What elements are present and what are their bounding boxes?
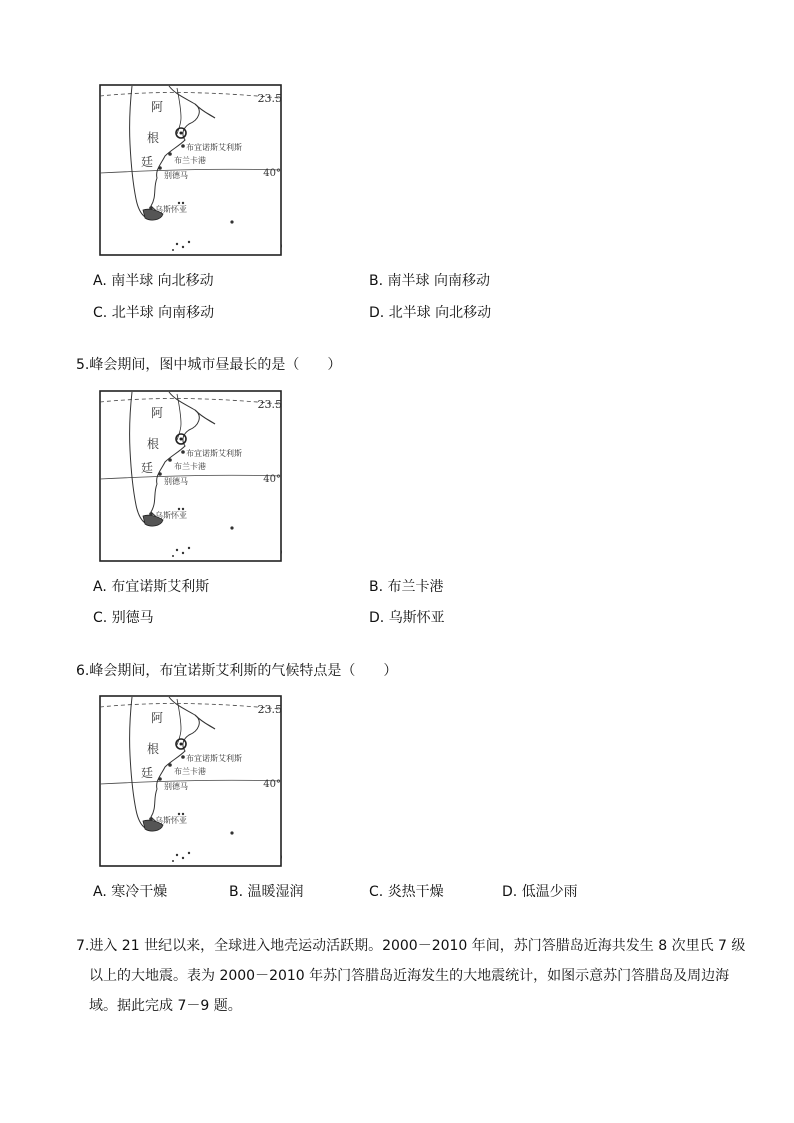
q6-option-d[interactable]: D. 低温少雨 <box>502 884 578 900</box>
city-label-2: 布兰卡港 <box>174 462 206 471</box>
city-label-4: 乌斯怀亚 <box>155 511 187 520</box>
country-char-3: 廷 <box>141 766 154 780</box>
q6-option-c[interactable]: C. 炎热干燥 <box>369 884 444 900</box>
q5-option-a[interactable]: A. 布宜诺斯艾利斯 <box>93 579 210 595</box>
city-label-3: 别德马 <box>164 477 188 486</box>
argentina-map-svg <box>99 390 282 562</box>
city-label-1: 布宜诺斯艾利斯 <box>186 449 242 458</box>
country-char-1: 阿 <box>151 711 164 725</box>
country-char-1: 阿 <box>151 406 164 420</box>
q4-option-d[interactable]: D. 北半球 向北移动 <box>369 305 492 321</box>
city-label-3: 别德马 <box>164 171 188 180</box>
city-label-2: 布兰卡港 <box>174 767 206 776</box>
map-figure-1 <box>99 84 282 256</box>
lat-label-1: 23.5 <box>257 703 282 716</box>
lat-label-1: 23.5 <box>257 92 282 105</box>
lat-label-2: 40° <box>263 168 281 179</box>
q4-option-b[interactable]: B. 南半球 向南移动 <box>369 273 490 289</box>
argentina-map-svg <box>99 84 282 256</box>
city-label-1: 布宜诺斯艾利斯 <box>186 143 242 152</box>
country-char-3: 廷 <box>141 155 154 169</box>
q6-stem: 6.峰会期间，布宜诺斯艾利斯的气候特点是（ ） <box>76 663 398 679</box>
q5-stem: 5.峰会期间，图中城市昼最长的是（ ） <box>76 357 342 373</box>
q4-option-a[interactable]: A. 南半球 向北移动 <box>93 273 214 289</box>
city-label-4: 乌斯怀亚 <box>155 205 187 214</box>
lat-label-2: 40° <box>263 779 281 790</box>
q5-option-c[interactable]: C. 别德马 <box>93 610 154 626</box>
q6-option-b[interactable]: B. 温暖湿润 <box>229 884 304 900</box>
city-label-3: 别德马 <box>164 782 188 791</box>
map-figure-2 <box>99 390 282 562</box>
q5-option-b[interactable]: B. 布兰卡港 <box>369 579 444 595</box>
lat-label-2: 40° <box>263 474 281 485</box>
country-char-2: 根 <box>147 742 160 756</box>
country-char-2: 根 <box>147 437 160 451</box>
city-label-2: 布兰卡港 <box>174 156 206 165</box>
city-label-1: 布宜诺斯艾利斯 <box>186 754 242 763</box>
argentina-map-svg <box>99 695 282 867</box>
q7-paragraph <box>76 931 746 1021</box>
city-label-4: 乌斯怀亚 <box>155 816 187 825</box>
country-char-1: 阿 <box>151 100 164 114</box>
q7-line-1: 7.进入 21 世纪以来，全球进入地壳运动活跃期。2000－2010 年间，苏门答腊岛近海共发生 8 次里氏 7 级 <box>76 938 746 954</box>
q6-option-a[interactable]: A. 寒冷干燥 <box>93 884 168 900</box>
lat-label-1: 23.5 <box>257 398 282 411</box>
map-figure-3 <box>99 695 282 867</box>
q5-option-d[interactable]: D. 乌斯怀亚 <box>369 610 445 626</box>
country-char-3: 廷 <box>141 461 154 475</box>
country-char-2: 根 <box>147 131 160 145</box>
q4-option-c[interactable]: C. 北半球 向南移动 <box>93 305 215 321</box>
q7-line-3: 域。据此完成 7－9 题。 <box>89 998 242 1014</box>
q7-line-2: 以上的大地震。表为 2000－2010 年苏门答腊岛近海发生的大地震统计，如图示意苏门答腊岛及周边海 <box>89 968 730 984</box>
